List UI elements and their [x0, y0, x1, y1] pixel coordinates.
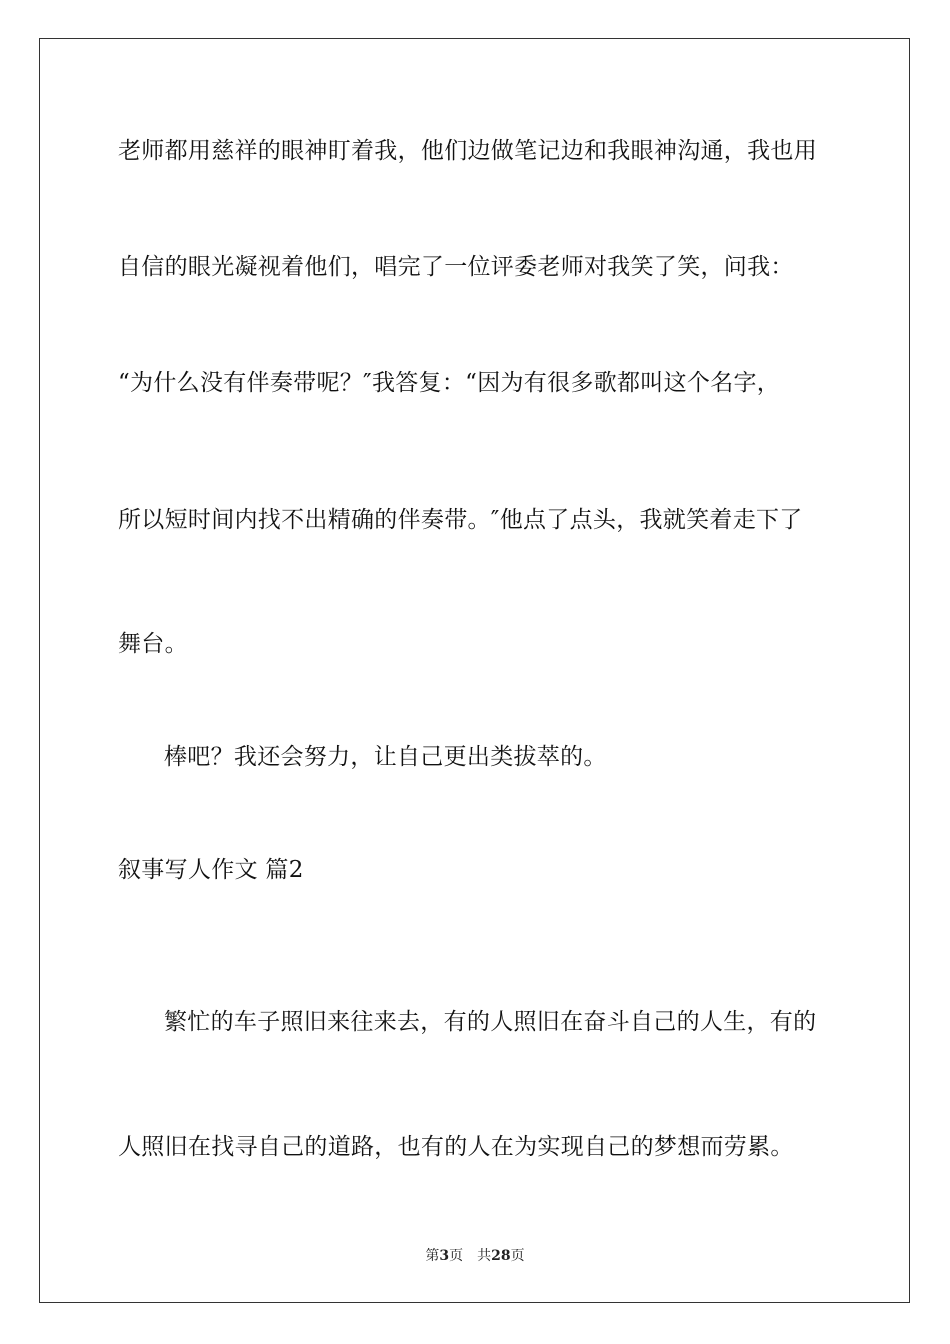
page-footer [0, 1247, 950, 1265]
text-line: 自信的眼光凝视着他们，唱完了一位评委老师对我笑了笑，问我： [118, 254, 794, 280]
text-line: 老师都用慈祥的眼神盯着我，他们边做笔记边和我眼神沟通，我也用 [118, 138, 817, 164]
total-suffix: 页 [510, 1248, 525, 1264]
section-heading: 叙事写人作文 篇2 [118, 857, 304, 883]
text-line: 所以短时间内找不出精确的伴奏带。″他点了点头，我就笑着走下了 [118, 507, 803, 533]
page-number: 3 [439, 1248, 450, 1264]
text-line: 舞台。 [118, 631, 188, 657]
page-prefix: 第 [425, 1248, 440, 1264]
text-line: “为什么没有伴奏带呢？″我答复：“因为有很多歌都叫这个名字， [118, 370, 781, 396]
total-pages: 28 [491, 1248, 511, 1264]
paragraph-line: 繁忙的车子照旧来往来去，有的人照旧在奋斗自己的人生，有的 [164, 1009, 817, 1035]
text-line: 人照旧在找寻自己的道路，也有的人在为实现自己的梦想而劳累。 [118, 1134, 794, 1160]
paragraph-line: 棒吧？我还会努力，让自己更出类拔萃的。 [164, 744, 607, 770]
page-suffix: 页 [449, 1248, 464, 1264]
page-border [39, 38, 910, 1303]
total-prefix: 共 [477, 1248, 492, 1264]
